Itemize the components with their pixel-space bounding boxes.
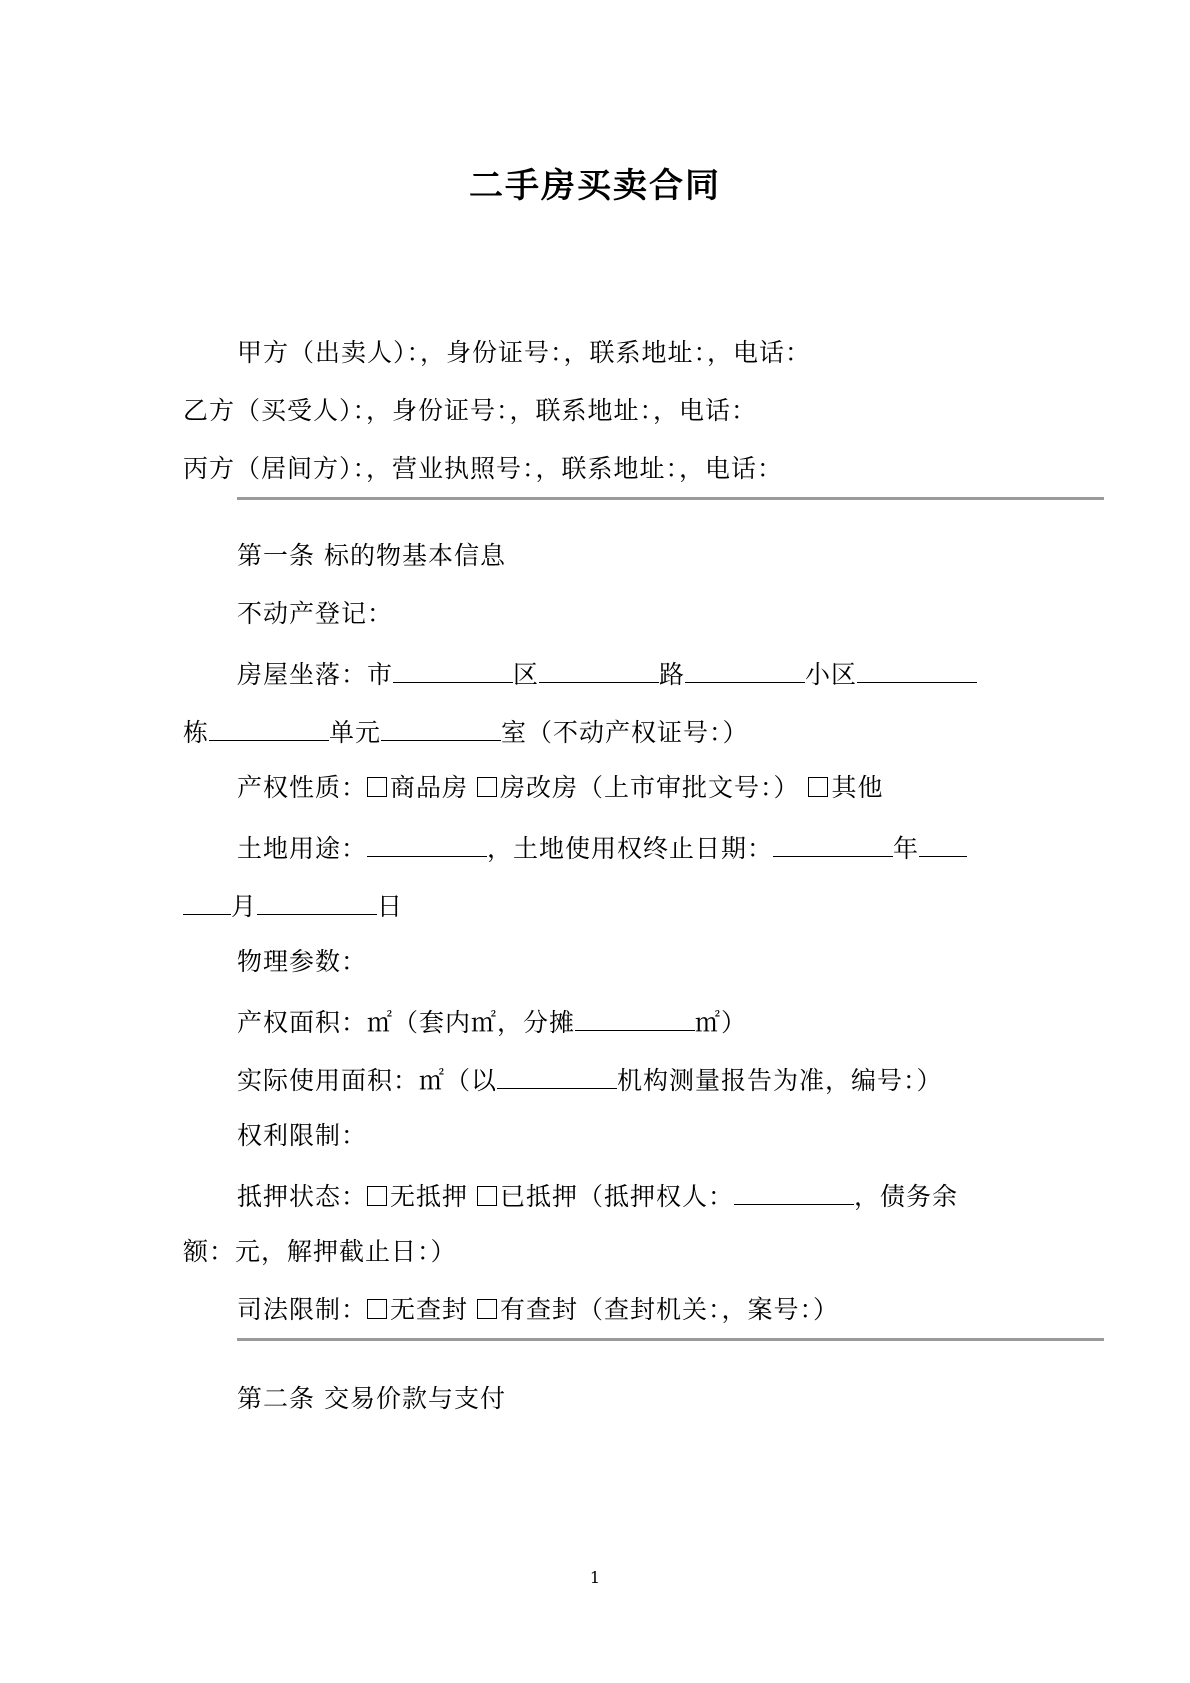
judicial-line [237,1292,839,1328]
unit-label: 单元 [329,718,382,747]
year-label: 年 [893,834,920,863]
survey-agency-blank [497,1060,617,1089]
location-line-2 [183,712,749,751]
building-label: 栋 [183,718,210,747]
location-line [237,654,977,693]
year-blank [773,828,893,857]
road-label: 路 [659,660,686,689]
article-1-heading: 第一条 标的物基本信息 [237,541,506,570]
party-b-line: 乙方（买受人）：，身份证号：，联系地址：，电话： [183,396,758,425]
no-mortgage-checkbox[interactable] [367,1186,387,1206]
commercial-option: 商品房 [390,773,469,802]
article-2-heading: 第二条 交易价款与支付 [237,1384,506,1413]
location-label: 房屋坐落：市 [237,660,394,689]
section-divider [237,497,1104,500]
registration-label: 不动产登记： [237,599,394,628]
area-text: 产权面积：㎡（套内㎡，分摊 [237,1008,576,1037]
property-nature-line [237,770,883,806]
actual-area-text: 实际使用面积：㎡（以 [237,1066,498,1095]
month-blank-part1 [919,828,967,857]
page-number: 1 [589,1568,601,1587]
no-mortgage-option: 无抵押 [390,1182,469,1211]
actual-area-line [237,1060,943,1099]
document-title: 二手房买卖合同 [469,166,721,206]
land-use-line-2 [183,886,403,925]
end-date-label: ，土地使用权终止日期： [487,834,774,863]
road-blank [685,654,805,683]
commercial-checkbox[interactable] [367,777,387,797]
section-divider-2 [237,1338,1104,1341]
area-line [237,1002,747,1041]
land-use-blank [367,828,487,857]
judicial-label: 司法限制： [237,1295,368,1324]
physical-label: 物理参数： [237,947,368,976]
actual-area-tail: 机构测量报告为准，编号：） [617,1066,943,1095]
seizure-checkbox[interactable] [477,1299,497,1319]
land-use-label: 土地用途： [237,834,368,863]
other-checkbox[interactable] [808,777,828,797]
land-use-line [237,828,967,867]
debt-label: ，债务余 [854,1182,959,1211]
unit-blank [381,712,501,741]
party-a-line: 甲方（出卖人）：，身份证号：，联系地址：，电话： [237,338,812,367]
no-seizure-option: 无查封 [390,1295,469,1324]
reform-option: 房改房（上市审批文号：） [499,773,800,802]
district-label: 区 [513,660,540,689]
seizure-option: 有查封（查封机关：，案号：） [499,1295,839,1324]
mortgaged-option: 已抵押（抵押权人： [499,1182,734,1211]
mortgage-line [237,1176,958,1215]
day-label: 日 [377,892,404,921]
mortgage-label: 抵押状态： [237,1182,368,1211]
restrictions-label: 权利限制： [237,1121,368,1150]
reform-checkbox[interactable] [477,777,497,797]
community-label: 小区 [805,660,858,689]
area-unit: ㎡） [695,1008,748,1037]
other-option: 其他 [831,773,884,802]
mortgaged-checkbox[interactable] [477,1186,497,1206]
room-label: 室（不动产权证号：） [501,718,749,747]
building-blank [209,712,329,741]
city-blank [393,654,513,683]
no-seizure-checkbox[interactable] [367,1299,387,1319]
district-blank [539,654,659,683]
shared-area-blank [575,1002,695,1031]
party-c-line: 丙方（居间方）：，营业执照号：，联系地址：，电话： [183,454,784,483]
day-blank [257,886,377,915]
community-blank [857,654,977,683]
mortgage-line-2: 额：元，解押截止日：） [183,1237,457,1266]
month-blank-part2 [183,886,231,915]
month-label: 月 [231,892,258,921]
property-nature-label: 产权性质： [237,773,368,802]
mortgagee-blank [734,1176,854,1205]
